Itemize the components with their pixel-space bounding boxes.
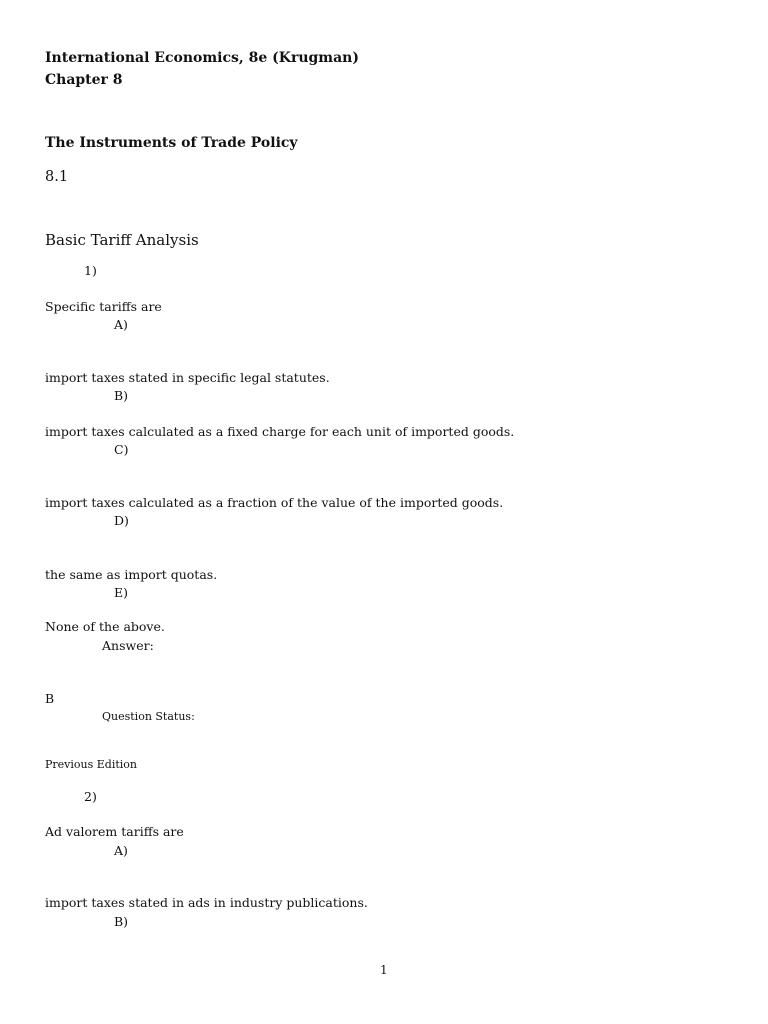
question-stem: Ad valorem tariffs are bbox=[45, 824, 184, 839]
option-text: import taxes calculated as a fixed charge for each unit of imported goods. bbox=[45, 424, 515, 439]
question-status-value: Previous Edition bbox=[45, 758, 137, 771]
section-title: Basic Tariff Analysis bbox=[45, 231, 199, 249]
option-letter: A) bbox=[114, 317, 128, 332]
option-letter: B) bbox=[114, 914, 129, 929]
section-number: 8.1 bbox=[45, 169, 69, 185]
page-number: 1 bbox=[380, 963, 388, 977]
answer-label: Answer: bbox=[102, 638, 154, 653]
question-stem: Specific tariffs are bbox=[45, 299, 162, 314]
question-number: 1) bbox=[84, 263, 97, 278]
option-text: None of the above. bbox=[45, 619, 165, 634]
option-text: the same as import quotas. bbox=[45, 567, 218, 582]
option-text: import taxes calculated as a fraction of the value of the imported goods. bbox=[45, 495, 504, 510]
option-text: import taxes stated in ads in industry publications. bbox=[45, 895, 368, 910]
chapter-label: Chapter 8 bbox=[45, 72, 123, 88]
answer-value: B bbox=[45, 691, 55, 706]
option-text: import taxes stated in specific legal statutes. bbox=[45, 370, 330, 385]
question-status-label: Question Status: bbox=[102, 710, 195, 723]
question-number: 2) bbox=[84, 789, 97, 804]
option-letter: A) bbox=[114, 843, 128, 858]
option-letter: D) bbox=[114, 513, 129, 528]
option-letter: E) bbox=[114, 585, 129, 600]
option-letter: C) bbox=[114, 442, 129, 457]
option-letter: B) bbox=[114, 388, 129, 403]
chapter-title: The Instruments of Trade Policy bbox=[45, 135, 298, 151]
book-title: International Economics, 8e (Krugman) bbox=[45, 50, 359, 66]
